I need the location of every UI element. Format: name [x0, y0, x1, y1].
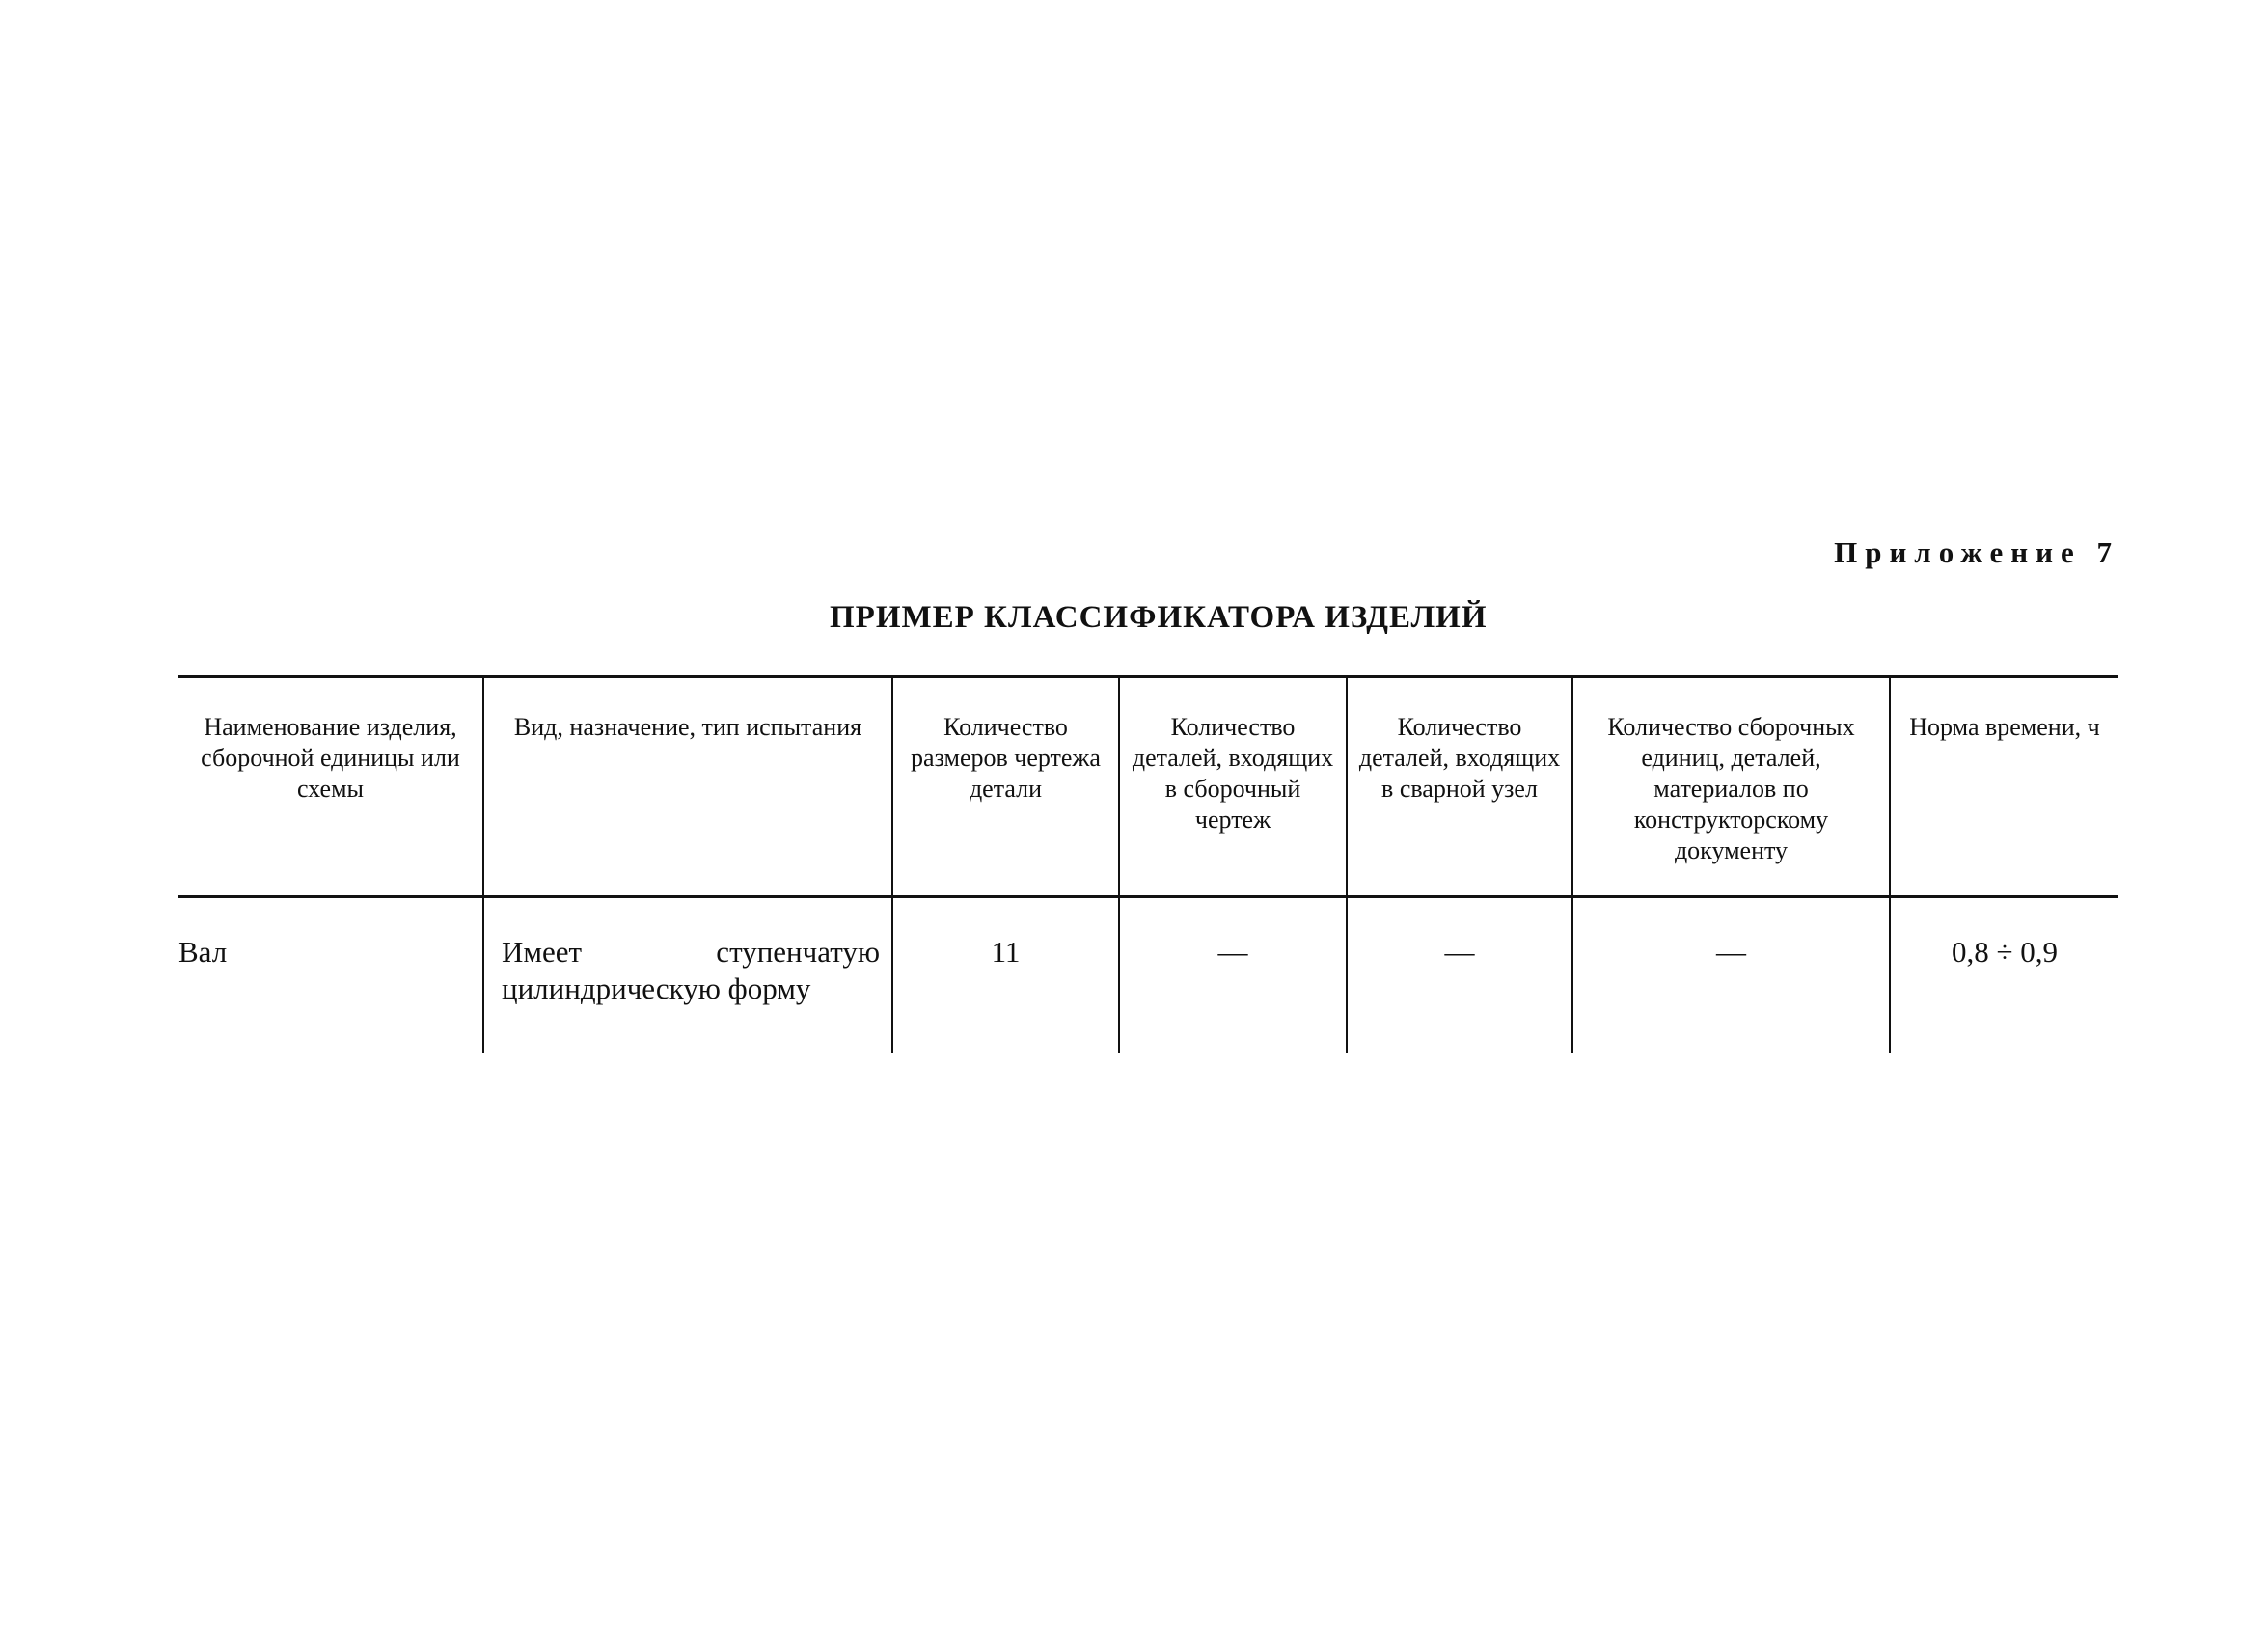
- table-row: [178, 897, 2118, 1054]
- column-header-units-per-design-document: Количество сборочных единиц, деталей, материалов по конструкторскому документу: [1572, 677, 1890, 897]
- column-header-name: Наименование изделия, сборочной единицы или схемы: [178, 677, 483, 897]
- cell-parts-in-welded-unit: —: [1347, 897, 1572, 1054]
- column-header-parts-in-assembly-drawing: Количество деталей, входящих в сборочный чертеж: [1119, 677, 1347, 897]
- cell-name: Вал: [178, 935, 228, 969]
- column-header-description: Вид, назначение, тип испытания: [483, 677, 892, 897]
- cell-dimensions-count: 11: [892, 897, 1119, 1054]
- table-header-row: [178, 677, 2118, 897]
- page-title: ПРИМЕР КЛАССИФИКАТОРА ИЗДЕЛИЙ: [830, 600, 1488, 635]
- cell-time-norm: 0,8 ÷ 0,9: [1890, 897, 2118, 1054]
- cell-units-per-design-document: —: [1572, 897, 1890, 1054]
- cell-description: Имеет ступенчатую цилиндрическую форму: [483, 897, 892, 1054]
- column-header-dimensions-count: Количество размеров чертежа детали: [892, 677, 1119, 897]
- classifier-table: [178, 675, 2118, 1053]
- column-header-time-norm: Норма времени, ч: [1890, 677, 2118, 897]
- appendix-label: Приложение 7: [1834, 535, 2119, 569]
- cell-parts-in-assembly-drawing: —: [1119, 897, 1347, 1054]
- column-header-parts-in-welded-unit: Количество деталей, входящих в сварной узел: [1347, 677, 1572, 897]
